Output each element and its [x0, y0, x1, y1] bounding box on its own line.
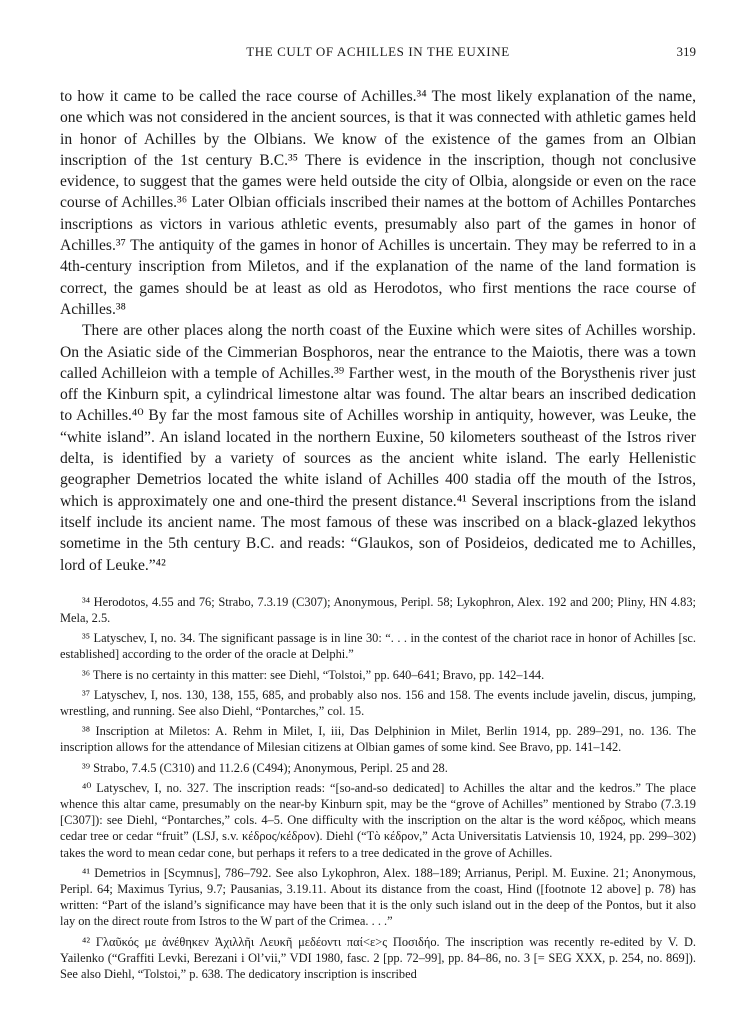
body-paragraph-1: to how it came to be called the race course of Achilles.³⁴ The most likely explanation of the name, one which was not considered in the ancient sources, is that it was connected with athletic games held in honor of Achilles by the Olbians. We know of the existence of the games from an Olbian inscription of the 1st century B.C.³⁵ There is evidence in the inscription, though not conclusive evidence, to suggest that the games were held outside the city of Olbia, alongside or even on the race course of Achilles.³⁶ Later Olbian officials inscribed their names at the bottom of Achilles Pontarches inscriptions as victors in various athletic events, presumably also part of the games in honor of Achilles.³⁷ The antiquity of the games in honor of Achilles is uncertain. They may be referred to in a 4th-century inscription from Miletos, and if the explanation of the name of the land formation is correct, the games should be at least as old as Herodotos, who first mentions the race course of Achilles.³⁸	[60, 88, 696, 318]
running-title: THE CULT OF ACHILLES IN THE EUXINE	[246, 44, 510, 59]
footnote-38: ³⁸ Inscription at Miletos: A. Rehm in Milet, I, iii, Das Delphinion in Milet, Berlin 1914, pp. 289–291, no. 136. The inscription allows for the attendance of Milesian citizens at Olbian games of some kind. See Bravo, pp. 141–142.	[60, 724, 696, 755]
footnote-35: ³⁵ Latyschev, I, no. 34. The significant passage is in line 30: “. . . in the contest of the chariot race in honor of Achilles [sc. established] according to the order of the oracle at Delphi.”	[60, 631, 696, 662]
footnote-41: ⁴¹ Demetrios in [Scymnus], 786–792. See also Lykophron, Alex. 188–189; Arrianus, Peripl. M. Euxine. 21; Anonymous, Peripl. 64; Maximus Tyrius, 9.7; Pausanias, 3.19.11. About its distance from the coast, Hind ([footnote 12 above] p. 78) has written: “Part of the island’s significance may have been that it is the only such island out in the deep of the Pontos, but it also lay on the direct route from Istros to the W part of the Crimea. . . .”	[60, 865, 696, 929]
footnote-40: ⁴⁰ Latyschev, I, no. 327. The inscription reads: “[so-and-so dedicated] to Achilles the altar and the kedros.” The place whence this altar came, presumably on the near-by Kinburn spit, may be the “grove of Achilles” mentioned by Strabo (7.3.19 [C307]): see Diehl, “Pontarches,” cols. 4–5. One difficulty with the inscription on the altar is the word κέδρος, which means cedar tree or cedar “fruit” (LSJ, s.v. κέδρος/κέδρον). Diehl (“Τὸ κέδρον,” Acta Universitatis Latviensis 10, 1924, pp. 299–302) takes the word to mean cedar cone, but perhaps it refers to a tree dedicated in the grove of Achilles.	[60, 780, 696, 860]
footnote-42: ⁴² Γλαῦκός με ἀνέθηκεν Ἀχιλλῆι Λευκῆ μεδέοντι παί<ε>ς Ποσιδήο. The inscription was recently re-edited by V. D. Yailenko (“Graffiti Levki, Berezani i Ol’vii,” VDI 1980, fasc. 2 [pp. 72–99], pp. 84–86, no. 3 [= SEG XXX, p. 254, no. 869]). See also Diehl, “Tolstoi,” p. 638. The dedicatory inscription is inscribed	[60, 934, 696, 982]
footnote-37: ³⁷ Latyschev, I, nos. 130, 138, 155, 685, and probably also nos. 156 and 158. The events include javelin, discus, jumping, wrestling, and running. See also Diehl, “Pontarches,” col. 15.	[60, 687, 696, 719]
footnote-34: ³⁴ Herodotos, 4.55 and 76; Strabo, 7.3.19 (C307); Anonymous, Peripl. 58; Lykophron, Alex. 192 and 200; Pliny, HN 4.83; Mela, 2.5.	[60, 594, 696, 626]
page-number: 319	[676, 44, 696, 59]
main-text	[60, 86, 696, 576]
footnotes	[60, 594, 696, 982]
running-header	[60, 44, 696, 68]
footnote-36: ³⁶ There is no certainty in this matter: see Diehl, “Tolstoi,” pp. 640–641; Bravo, pp. 142–144.	[82, 667, 545, 682]
body-paragraph-2: There are other places along the north coast of the Euxine which were sites of Achilles worship. On the Asiatic side of the Cimmerian Bosphoros, near the entrance to the Maiotis, there was a town called Achilleion with a temple of Achilles.³⁹ Farther west, in the mouth of the Borysthenis river just off the Kinburn spit, a cylindrical limestone altar was found. The altar bears an inscribed dedication to Achilles.⁴⁰ By far the most famous site of Achilles worship in antiquity, however, was Leuke, the “white island”. An island located in the northern Euxine, 50 kilometers southeast of the Istros river delta, is identified by a variety of sources as the ancient white island. The early Hellenistic geographer Demetrios located the white island of Achilles 400 stadia off the mouth of the Istros, which is approximately one and one-third the present distance.⁴¹ Several inscriptions from the island itself include its ancient name. The most famous of these was inscribed on a black-glazed lekythos sometime in the 5th century B.C. and reads: “Glaukos, son of Posideios, dedicated me to Achilles, lord of Leuke.”⁴²	[60, 322, 696, 574]
journal-page	[60, 44, 696, 986]
footnote-39: ³⁹ Strabo, 7.4.5 (C310) and 11.2.6 (C494); Anonymous, Peripl. 25 and 28.	[82, 760, 448, 775]
